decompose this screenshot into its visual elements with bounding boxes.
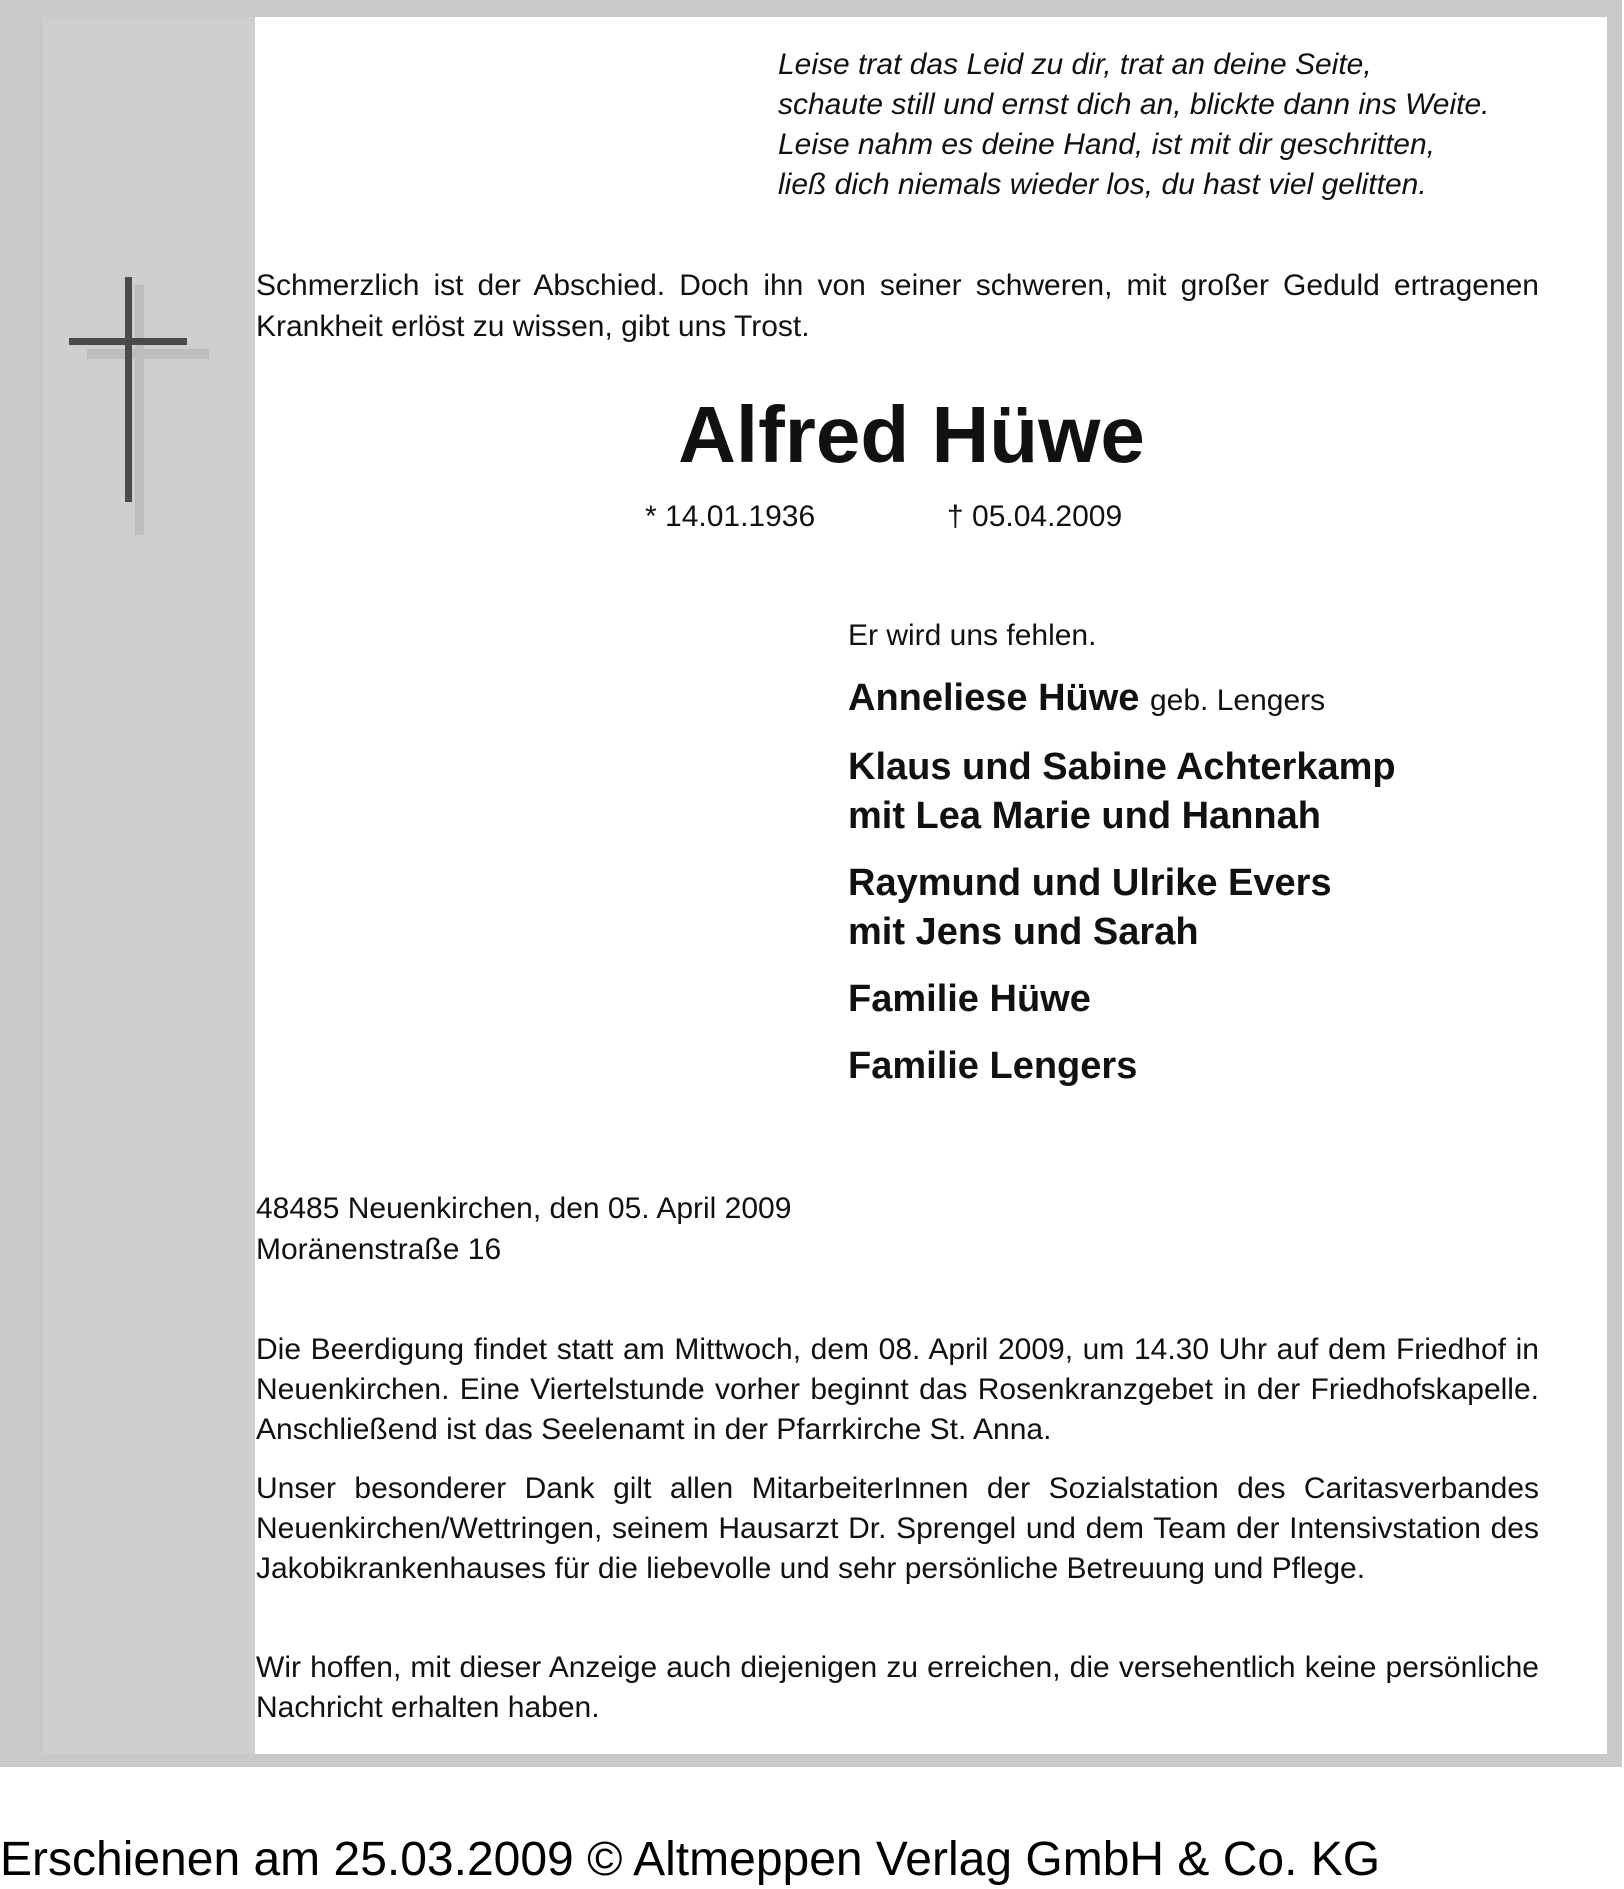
gray-sidebar [43,17,255,1754]
family-line: Familie Lengers [848,1045,1138,1087]
widow-name: Anneliese Hüwe [848,677,1140,719]
family-line: Raymund und Ulrike Evers [848,862,1332,904]
family-line: Familie Hüwe [848,978,1091,1020]
widow-maiden-name: geb. Lengers [1149,684,1326,717]
mourner-family [848,975,1548,1024]
address-line: 48485 Neuenkirchen, den 05. April 2009 [256,1192,792,1225]
birth-date: * 14.01.1936 [645,500,816,533]
mourners-intro: Er wird uns fehlen. [848,619,1097,652]
family-line: mit Jens und Sarah [848,911,1199,953]
publication-footer: Erschienen am 25.03.2009 © Altmeppen Verlag GmbH & Co. KG [0,1833,1381,1886]
family-line: Klaus und Sabine Achterkamp [848,746,1396,788]
poem [778,45,1598,205]
family-line: mit Lea Marie und Hannah [848,795,1321,837]
address-line: Moränenstraße 16 [256,1233,502,1266]
poem-line: ließ dich niemals wieder los, du hast viel gelitten. [778,168,1427,201]
address-block [256,1188,791,1270]
mourner-family [848,1042,1548,1091]
mourner-family [848,859,1548,957]
mourner-widow [848,674,1548,725]
mourner-family [848,743,1548,841]
deceased-name: Alfred Hüwe [678,390,1145,479]
cross-icon [61,277,211,542]
closing-paragraph: Wir hoffen, mit dieser Anzeige auch diejenigen zu erreichen, die versehentlich keine persönliche Nachricht erhalten haben. [256,1651,1539,1724]
intro-text: Schmerzlich ist der Abschied. Doch ihn von seiner schweren, mit großer Geduld ertragenen Krankheit erlöst zu wissen, gibt uns Trost. [256,269,1539,343]
poem-line: schaute still und ernst dich an, blickte dann ins Weite. [778,88,1490,121]
funeral-paragraph: Die Beerdigung findet statt am Mittwoch, dem 08. April 2009, um 14.30 Uhr auf dem Friedhof in Neuenkirchen. Eine Viertelstunde vorher beginnt das Rosenkranzgebet in der Friedhofskapelle. Anschließend ist das Seelenamt in der Pfarrkirche St. Anna. [256,1333,1539,1446]
mourners-list [848,616,1548,1109]
poem-line: Leise nahm es deine Hand, ist mit dir geschritten, [778,128,1435,161]
thanks-paragraph: Unser besonderer Dank gilt allen MitarbeiterInnen der Sozialstation des Caritasverbandes Neuenkirchen/Wettringen, seinem Hausarzt Dr. Sprengel und dem Team der Intensivstation des Jakobikrankenhauses für die liebevolle und sehr persönliche Betreuung und Pflege. [256,1472,1539,1585]
poem-line: Leise trat das Leid zu dir, trat an deine Seite, [778,48,1372,81]
death-date: † 05.04.2009 [947,500,1123,533]
